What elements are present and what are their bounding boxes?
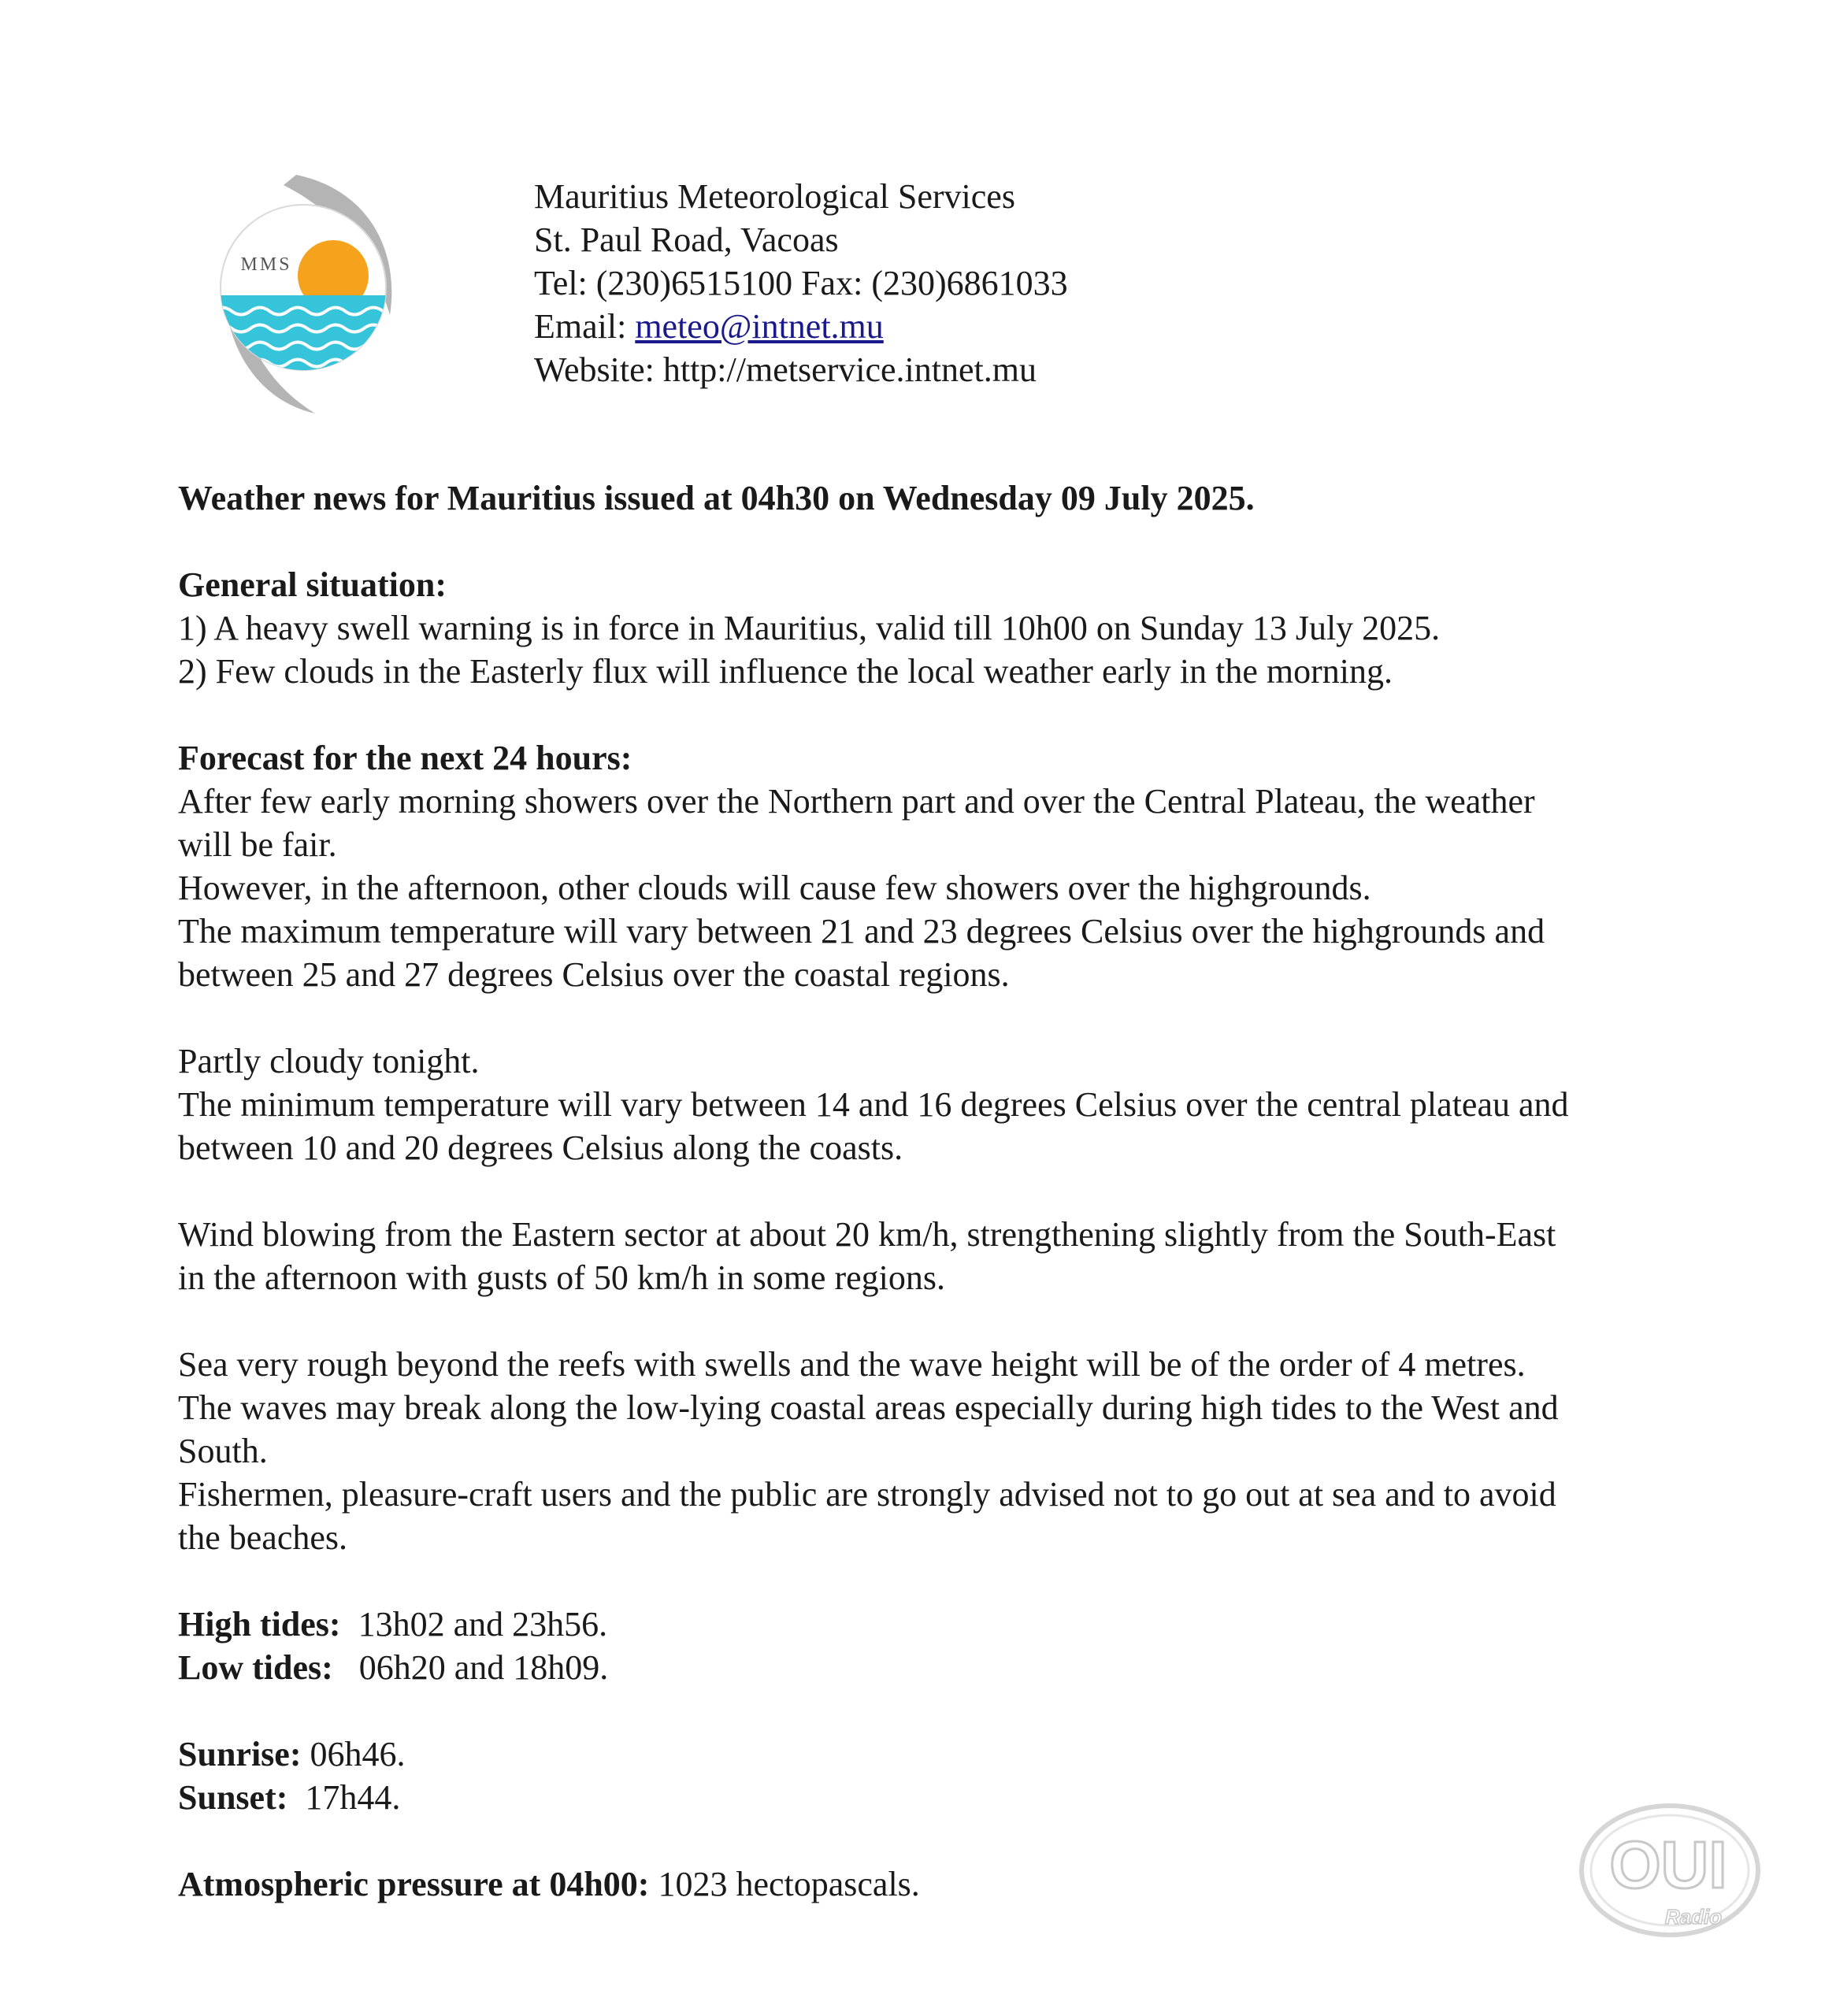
org-name: Mauritius Meteorological Services (534, 177, 1015, 216)
sea-line: Sea very rough beyond the reefs with swells and the wave height will be of the order of 4 metres. (178, 1345, 1526, 1384)
low-tides-label: Low tides: (178, 1648, 333, 1687)
high-tides-label: High tides: (178, 1605, 341, 1644)
sunset-label: Sunset: (178, 1778, 288, 1817)
watermark-sub-text: Radio (1664, 1905, 1723, 1929)
org-website: Website: http://metservice.intnet.mu (534, 350, 1037, 389)
tonight-line: between 10 and 20 degrees Celsius along the coasts. (178, 1128, 903, 1167)
low-tides-value: 06h20 and 18h09. (358, 1648, 609, 1687)
forecast-line: However, in the afternoon, other clouds will cause few showers over the highgrounds. (178, 869, 1371, 907)
bulletin-title: Weather news for Mauritius issued at 04h30 on Wednesday 09 July 2025. (178, 479, 1255, 517)
logo-text: MMS (240, 254, 292, 275)
org-tel-fax: Tel: (230)6515100 Fax: (230)6861033 (534, 264, 1068, 302)
letterhead (534, 175, 1068, 391)
mms-logo (213, 169, 402, 421)
sea-line: the beaches. (178, 1518, 347, 1557)
tonight-line: Partly cloudy tonight. (178, 1042, 480, 1080)
pressure-value: 1023 hectopascals. (658, 1865, 920, 1903)
high-tides-line (178, 1603, 1714, 1646)
sea-line: South. (178, 1432, 268, 1470)
sea-line: Fishermen, pleasure-craft users and the public are strongly advised not to go out at sea and to avoid (178, 1475, 1556, 1514)
watermark-main-text: OUI (1609, 1828, 1727, 1902)
general-situation-item-2: 2) Few clouds in the Easterly flux will influence the local weather early in the morning. (178, 652, 1393, 691)
high-tides-value: 13h02 and 23h56. (358, 1605, 608, 1644)
sunrise-label: Sunrise: (178, 1735, 302, 1773)
org-address: St. Paul Road, Vacoas (534, 220, 839, 259)
general-situation-heading: General situation: (178, 565, 447, 604)
sunrise-value: 06h46. (310, 1735, 406, 1773)
general-situation-item-1: 1) A heavy swell warning is in force in Mauritius, valid till 10h00 on Sunday 13 July 2025. (178, 609, 1441, 647)
pressure-label: Atmospheric pressure at 04h00: (178, 1865, 650, 1903)
sea-line: The waves may break along the low-lying coastal areas especially during high tides to the West and (178, 1388, 1559, 1427)
sunset-line (178, 1776, 1714, 1819)
tonight-line: The minimum temperature will vary between 14 and 16 degrees Celsius over the central plateau and (178, 1085, 1569, 1124)
bulletin-body (178, 476, 1714, 1906)
oui-radio-watermark (1575, 1792, 1768, 1941)
forecast-line: will be fair. (178, 825, 337, 864)
forecast-heading: Forecast for the next 24 hours: (178, 739, 632, 777)
email-label: Email: (534, 307, 636, 346)
wind-line: Wind blowing from the Eastern sector at about 20 km/h, strengthening slightly from the South-East (178, 1215, 1556, 1254)
forecast-line: The maximum temperature will vary between 21 and 23 degrees Celsius over the highgrounds and (178, 912, 1545, 951)
low-tides-line (178, 1646, 1714, 1689)
org-email-line (534, 305, 1068, 348)
email-link[interactable]: meteo@intnet.mu (635, 307, 884, 346)
pressure-line (178, 1862, 1714, 1906)
sunset-value: 17h44. (305, 1778, 401, 1817)
wind-line: in the afternoon with gusts of 50 km/h in some regions. (178, 1258, 945, 1297)
forecast-line: between 25 and 27 degrees Celsius over the coastal regions. (178, 955, 1010, 994)
sunrise-line (178, 1732, 1714, 1776)
forecast-line: After few early morning showers over the Northern part and over the Central Plateau, the weather (178, 782, 1535, 821)
